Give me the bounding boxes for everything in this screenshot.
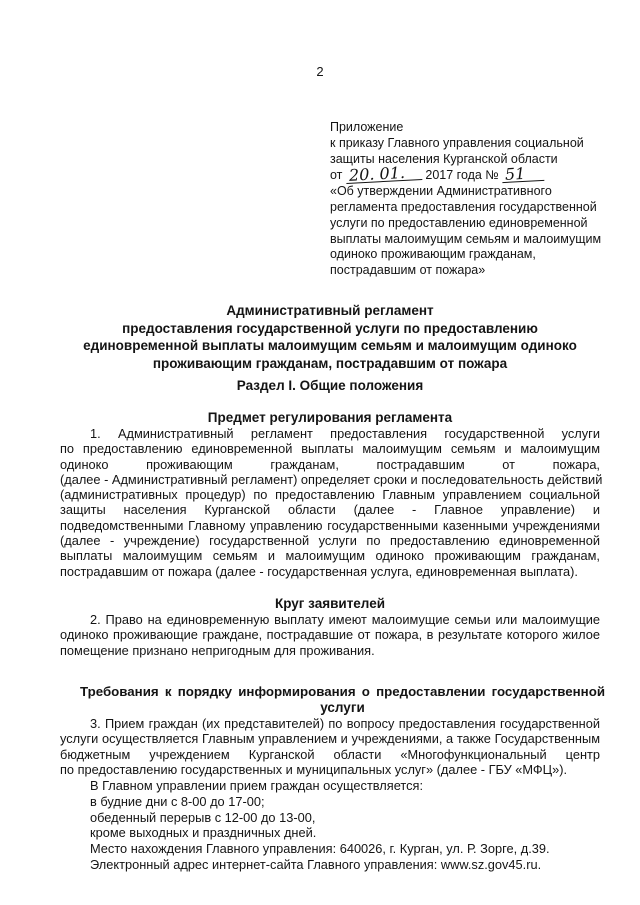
paragraph-line: одиноко проживающим гражданам, пострадавшим от пожара, bbox=[60, 456, 600, 472]
subject-heading: Предмет регулирования регламента bbox=[207, 410, 453, 425]
paragraph-line: 3. Прием граждан (их представителей) по вопросу предоставления государственной bbox=[90, 716, 600, 731]
document-title-line: единовременной выплаты малоимущим семьям и малоимущим одиноко bbox=[83, 338, 577, 353]
paragraph-line: помещение признано непригодным для проживания. bbox=[60, 642, 375, 658]
info-heading-line: услуги bbox=[320, 700, 365, 715]
appendix-date-line bbox=[330, 163, 620, 186]
appendix-title: Приложение bbox=[330, 120, 404, 134]
appendix-order-line: «Об утверждении Административного bbox=[330, 184, 552, 199]
document-title bbox=[60, 302, 600, 372]
date-prefix: от bbox=[330, 168, 343, 183]
paragraph-3 bbox=[60, 716, 600, 777]
paragraph-2 bbox=[60, 612, 600, 658]
appendix-order-line: пострадавшим от пожара» bbox=[330, 263, 486, 278]
appendix-order-line: услуги по предоставлению единовременной bbox=[330, 215, 588, 230]
section-heading: Раздел I. Общие положения bbox=[236, 378, 424, 393]
info-heading-line: Требования к порядку информирования о предоставлении государственной bbox=[80, 684, 605, 699]
document-title-line: предоставления государственной услуги по предоставлению bbox=[122, 320, 538, 336]
schedule-line: в будние дни с 8-00 до 17-00; bbox=[90, 793, 265, 809]
schedule-line: В Главном управлении прием граждан осуществляется: bbox=[90, 778, 423, 793]
paragraph-line: по предоставлению единовременной выплаты малоимущим семьям и малоимущим bbox=[60, 441, 600, 457]
appendix-order-line: одиноко проживающим гражданам, bbox=[330, 247, 536, 262]
appendix-order-line: регламента предоставления государственной bbox=[330, 199, 597, 214]
schedule-line: Электронный адрес интернет-сайта Главного управления: www.sz.gov45.ru. bbox=[90, 856, 542, 872]
schedule-block bbox=[60, 778, 600, 873]
appendix-line-2: защиты населения Курганской области bbox=[330, 151, 558, 166]
paragraph-line: услуги осуществляется Главным управлением и учреждениями, а также Государственным bbox=[60, 731, 600, 747]
document-title-line: Административный регламент bbox=[226, 303, 434, 318]
paragraph-line: (административных процедур) по предоставлению Главным управлением социальной bbox=[60, 487, 600, 503]
schedule-line: кроме выходных и праздничных дней. bbox=[90, 825, 317, 841]
paragraph-line: по предоставлению государственных и муниципальных услуг» (далее - ГБУ «МФЦ»). bbox=[60, 761, 568, 777]
info-heading bbox=[80, 684, 605, 716]
handwritten-number: 51 bbox=[502, 166, 545, 183]
schedule-line: обеденный перерыв с 12-00 до 13-00, bbox=[90, 809, 316, 825]
paragraph-line: 2. Право на единовременную выплату имеют малоимущие семьи или малоимущие bbox=[90, 612, 600, 627]
appendix-line-1: к приказу Главного управления социальной bbox=[330, 135, 584, 150]
applicants-heading: Круг заявителей bbox=[274, 596, 386, 611]
handwritten-date: 20. 01. bbox=[346, 165, 423, 184]
paragraph-line: 1. Административный регламент предоставления государственной услуги bbox=[90, 426, 600, 441]
schedule-line: Место нахождения Главного управления: 640026, г. Курган, ул. Р. Зорге, д.39. bbox=[90, 841, 550, 857]
paragraph-line: (далее - учреждение) государственной услуги по предоставлению единовременной bbox=[60, 533, 600, 549]
appendix-order-line: выплаты малоимущим семьям и малоимущим bbox=[330, 231, 602, 246]
paragraph-line: пострадавшим от пожара (далее - государственная услуга, единовременная выплата). bbox=[60, 563, 578, 579]
year-text: 2017 года № bbox=[425, 168, 499, 183]
paragraph-line: (далее - Административный регламент) определяет сроки и последовательность действий bbox=[60, 471, 603, 487]
document-title-line: проживающим гражданам, пострадавшим от пожара bbox=[152, 355, 508, 371]
paragraph-line: одиноко проживающие граждане, пострадавшие от пожара, в результате которого жилое bbox=[60, 627, 600, 643]
paragraph-line: подведомственными Главному управлению государственными казенными учреждениями bbox=[60, 517, 600, 533]
paragraph-line: бюджетным учреждением Курганской области «Многофункциональный центр bbox=[60, 746, 600, 762]
paragraph-line: выплаты малоимущим семьям и малоимущим одиноко проживающим гражданам, bbox=[60, 548, 600, 564]
paragraph-line: защиты населения Курганской области (далее - Главное управление) и bbox=[60, 502, 600, 518]
appendix-block bbox=[330, 120, 620, 279]
page-number: 2 bbox=[316, 64, 324, 79]
paragraph-1 bbox=[60, 426, 603, 579]
